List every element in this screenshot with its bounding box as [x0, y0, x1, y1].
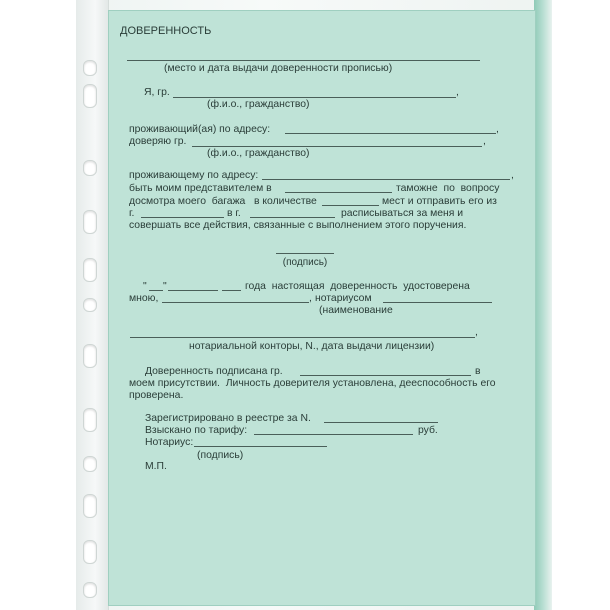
punch-hole: [83, 494, 97, 518]
naming-caption: (наименование: [319, 305, 393, 316]
agent-name-line: [192, 146, 482, 147]
signed-by-text: Доверенность подписана гр.: [145, 366, 283, 377]
signer-name-line: [300, 375, 471, 376]
punch-hole: [83, 344, 97, 368]
punch-hole: [83, 84, 97, 108]
punch-hole: [83, 540, 97, 564]
sleeve-green-edge: [534, 0, 552, 610]
notary-label: нотариусом: [315, 293, 372, 304]
punch-hole: [83, 456, 97, 472]
punch-hole: [83, 582, 97, 598]
comma: ,: [483, 136, 486, 147]
comma: ,: [456, 87, 459, 98]
send-text: мест и отправить его из: [382, 196, 497, 207]
to-city-line: [250, 217, 335, 218]
comma: ,: [475, 327, 478, 338]
by-me-label: мною,: [129, 293, 159, 304]
principal-signature-line: [276, 253, 334, 254]
comma: ,: [511, 170, 514, 181]
agent-address-line: [262, 179, 510, 180]
trust-citizen-label: доверяю гр.: [129, 136, 187, 147]
signature-caption: (подпись): [282, 257, 328, 268]
verified-text: проверена.: [129, 390, 184, 401]
quote-open: ": [143, 281, 147, 292]
day-line: [149, 290, 163, 291]
punch-hole: [83, 408, 97, 432]
customs-text: таможне по вопросу: [396, 183, 500, 194]
place-date-line: [127, 60, 480, 61]
registered-label: Зарегистрировано в реестре за N.: [145, 413, 311, 424]
notary-signature-line: [194, 446, 327, 447]
principal-name-line: [173, 97, 456, 98]
actions-text: совершать все действия, связанные с выполнением этого поручения.: [129, 220, 467, 231]
office-caption: нотариальной конторы, N., дата выдачи лицензии): [189, 341, 435, 352]
punch-hole: [83, 210, 97, 234]
fio-caption: (ф.и.о., гражданство): [207, 99, 310, 110]
notary-office-line: [130, 337, 475, 338]
sign-for-me-text: расписываться за меня и: [341, 208, 464, 219]
i-citizen-label: Я, гр.: [144, 87, 170, 98]
from-city-line: [141, 217, 224, 218]
punch-hole: [83, 298, 97, 312]
punch-hole: [83, 258, 97, 282]
to-city-label: в г.: [227, 208, 241, 219]
charged-label: Взыскано по тарифу:: [145, 425, 248, 436]
representative-text: быть моим представителем в: [129, 183, 272, 194]
rub-label: руб.: [418, 425, 438, 436]
place-date-caption: (место и дата выдачи доверенности прописью): [164, 63, 393, 74]
notary-title-line: [383, 302, 492, 303]
punch-hole: [83, 160, 97, 176]
year-line: [222, 290, 241, 291]
baggage-text: досмотра моего багажа в количестве: [129, 196, 317, 207]
in-text: в: [475, 366, 481, 377]
seal-label: М.П.: [145, 461, 167, 472]
quote-close: ": [163, 281, 167, 292]
signature-caption: (подпись): [197, 450, 244, 461]
document-title: ДОВЕРЕННОСТЬ: [120, 25, 212, 37]
month-line: [168, 290, 218, 291]
from-city-label: г.: [129, 208, 135, 219]
tariff-amount-line: [254, 434, 413, 435]
presence-text: моем присутствии. Личность доверителя установлена, дееспособность его: [129, 378, 496, 389]
customs-line: [285, 192, 392, 193]
comma: ,: [496, 124, 499, 135]
fio-caption: (ф.и.о., гражданство): [207, 148, 310, 159]
comma: ,: [309, 293, 312, 304]
residing-to-label: проживающему по адресу:: [129, 170, 259, 181]
registry-number-line: [324, 422, 438, 423]
notary-sign-label: Нотариус:: [145, 437, 194, 448]
notary-name-line: [162, 302, 309, 303]
places-count-line: [322, 205, 379, 206]
principal-address-line: [285, 133, 496, 134]
residing-at-label: проживающий(ая) по адресу:: [129, 124, 271, 135]
punch-hole: [83, 60, 97, 76]
certified-text: года настоящая доверенность удостоверена: [245, 281, 470, 292]
